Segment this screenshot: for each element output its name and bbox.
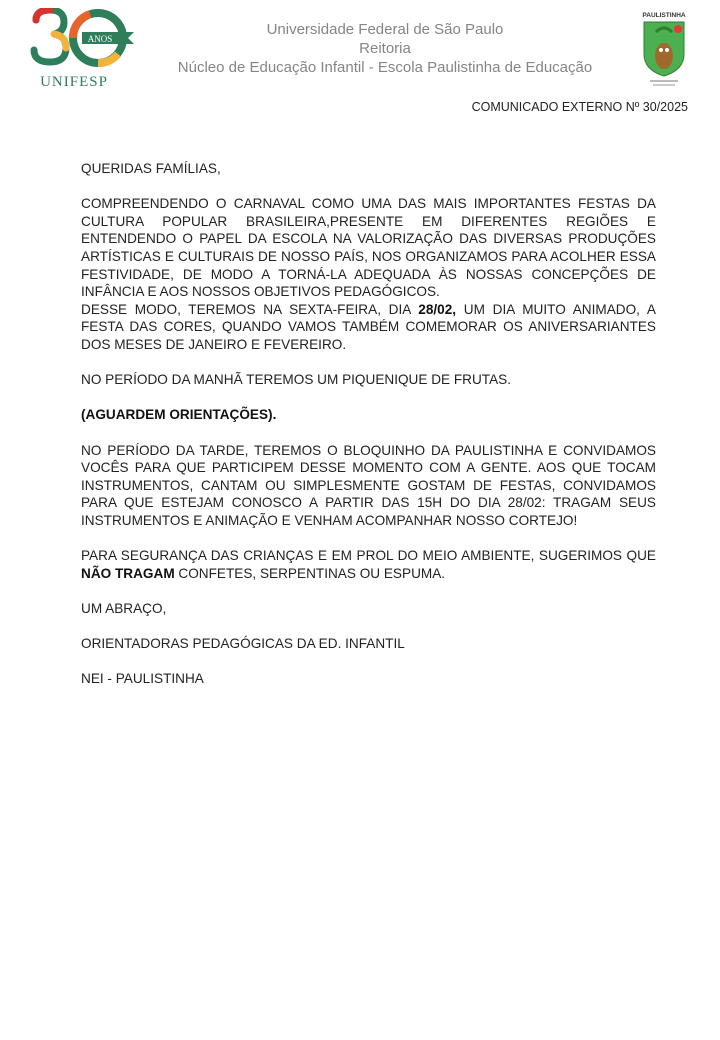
letterhead xyxy=(0,0,720,114)
await-instructions: (AGUARDEM ORIENTAÇÕES). xyxy=(81,407,277,423)
institution-department: Reitoria xyxy=(359,40,411,57)
paragraph-date-rest: UM DIA MUITO ANIMADO, A FESTA DAS CORES, QUANDO VAMOS TAMBÉM COMEMORAR OS ANIVERSARIANTES DOS MESES DE JANEIRO E FEVEREIRO. xyxy=(81,301,656,352)
signature: ORIENTADORAS PEDAGÓGICAS DA ED. INFANTIL xyxy=(81,636,405,652)
paragraph-safety-rest: CONFETES, SERPENTINAS OU ESPUMA. xyxy=(174,565,446,581)
paragraph-date-lead: DESSE MODO, TEREMOS NA SEXTA-FEIRA, DIA xyxy=(81,301,419,317)
paragraph-safety xyxy=(81,547,656,582)
event-date: 28/02, xyxy=(418,301,457,317)
logo-ribbon-text: ANOS xyxy=(87,34,113,44)
communique-number: COMUNICADO EXTERNO Nº 30/2025 xyxy=(471,100,688,114)
paragraph-morning: NO PERÍODO DA MANHÃ TEREMOS UM PIQUENIQUE DE FRUTAS. xyxy=(81,372,512,388)
paragraph-safety-lead: PARA SEGURANÇA DAS CRIANÇAS E EM PROL DO MEIO AMBIENTE, SUGERIMOS QUE xyxy=(81,548,656,564)
paragraph-afternoon: NO PERÍODO DA TARDE, TEREMOS O BLOQUINHO DA PAULISTINHA E CONVIDAMOS VOCÊS PARA QUE PARTICIPEM DESSE MOMENTO COM A GENTE. AOS QUE TOCAM INSTRUMENTOS, CANTAM OU SIMPLESMENTE GOSTAM DE FESTAS, CONVIDAMOS PARA QUE ESTEJAM CONOSCO A PARTIR DAS 15H DO DIA 28/02: TRAGAM SEUS INSTRUMENTOS E ANIMAÇÃO E VENHAM ACOMPANHAR NOSSO CORTEJO! xyxy=(81,442,656,528)
closing: UM ABRAÇO, xyxy=(81,600,167,616)
paulistinha-logo-text: PAULISTINHA xyxy=(642,12,686,19)
letter-body xyxy=(81,160,656,705)
unit-name: NEI - PAULISTINHA xyxy=(81,671,204,687)
institution-name: Universidade Federal de São Paulo xyxy=(266,21,504,38)
greeting: QUERIDAS FAMÍLIAS, xyxy=(81,161,221,176)
paulistinha-logo xyxy=(638,10,690,90)
paragraph-date xyxy=(81,301,656,354)
do-not-bring: NÃO TRAGAM xyxy=(81,565,175,581)
unifesp-30-anos-logo xyxy=(30,8,140,92)
logo-unifesp-text: UNIFESP xyxy=(40,74,108,90)
paragraph-await xyxy=(81,406,656,424)
institution-unit: Núcleo de Educação Infantil - Escola Paulistinha de Educação xyxy=(177,59,593,76)
paragraph-carnival-intro: COMPREENDENDO O CARNAVAL COMO UMA DAS MAIS IMPORTANTES FESTAS DA CULTURA POPULAR BRASILEIRA,PRESENTE EM DIFERENTES REGIÕES E ENTENDENDO O PAPEL DA ESCOLA NA VALORIZAÇÃO DAS DIVERSAS PRODUÇÕES ARTÍSTICAS E CULTURAIS DE NOSSO PAÍS, NOS ORGANIZAMOS PARA ACOLHER ESSA FESTIVIDADE, DE MODO A TORNÁ-LA ADEQUADA ÀS NOSSAS CONCEPÇÕES DE INFÂNCIA E AOS NOSSOS OBJETIVOS PEDAGÓGICOS. xyxy=(81,196,656,300)
